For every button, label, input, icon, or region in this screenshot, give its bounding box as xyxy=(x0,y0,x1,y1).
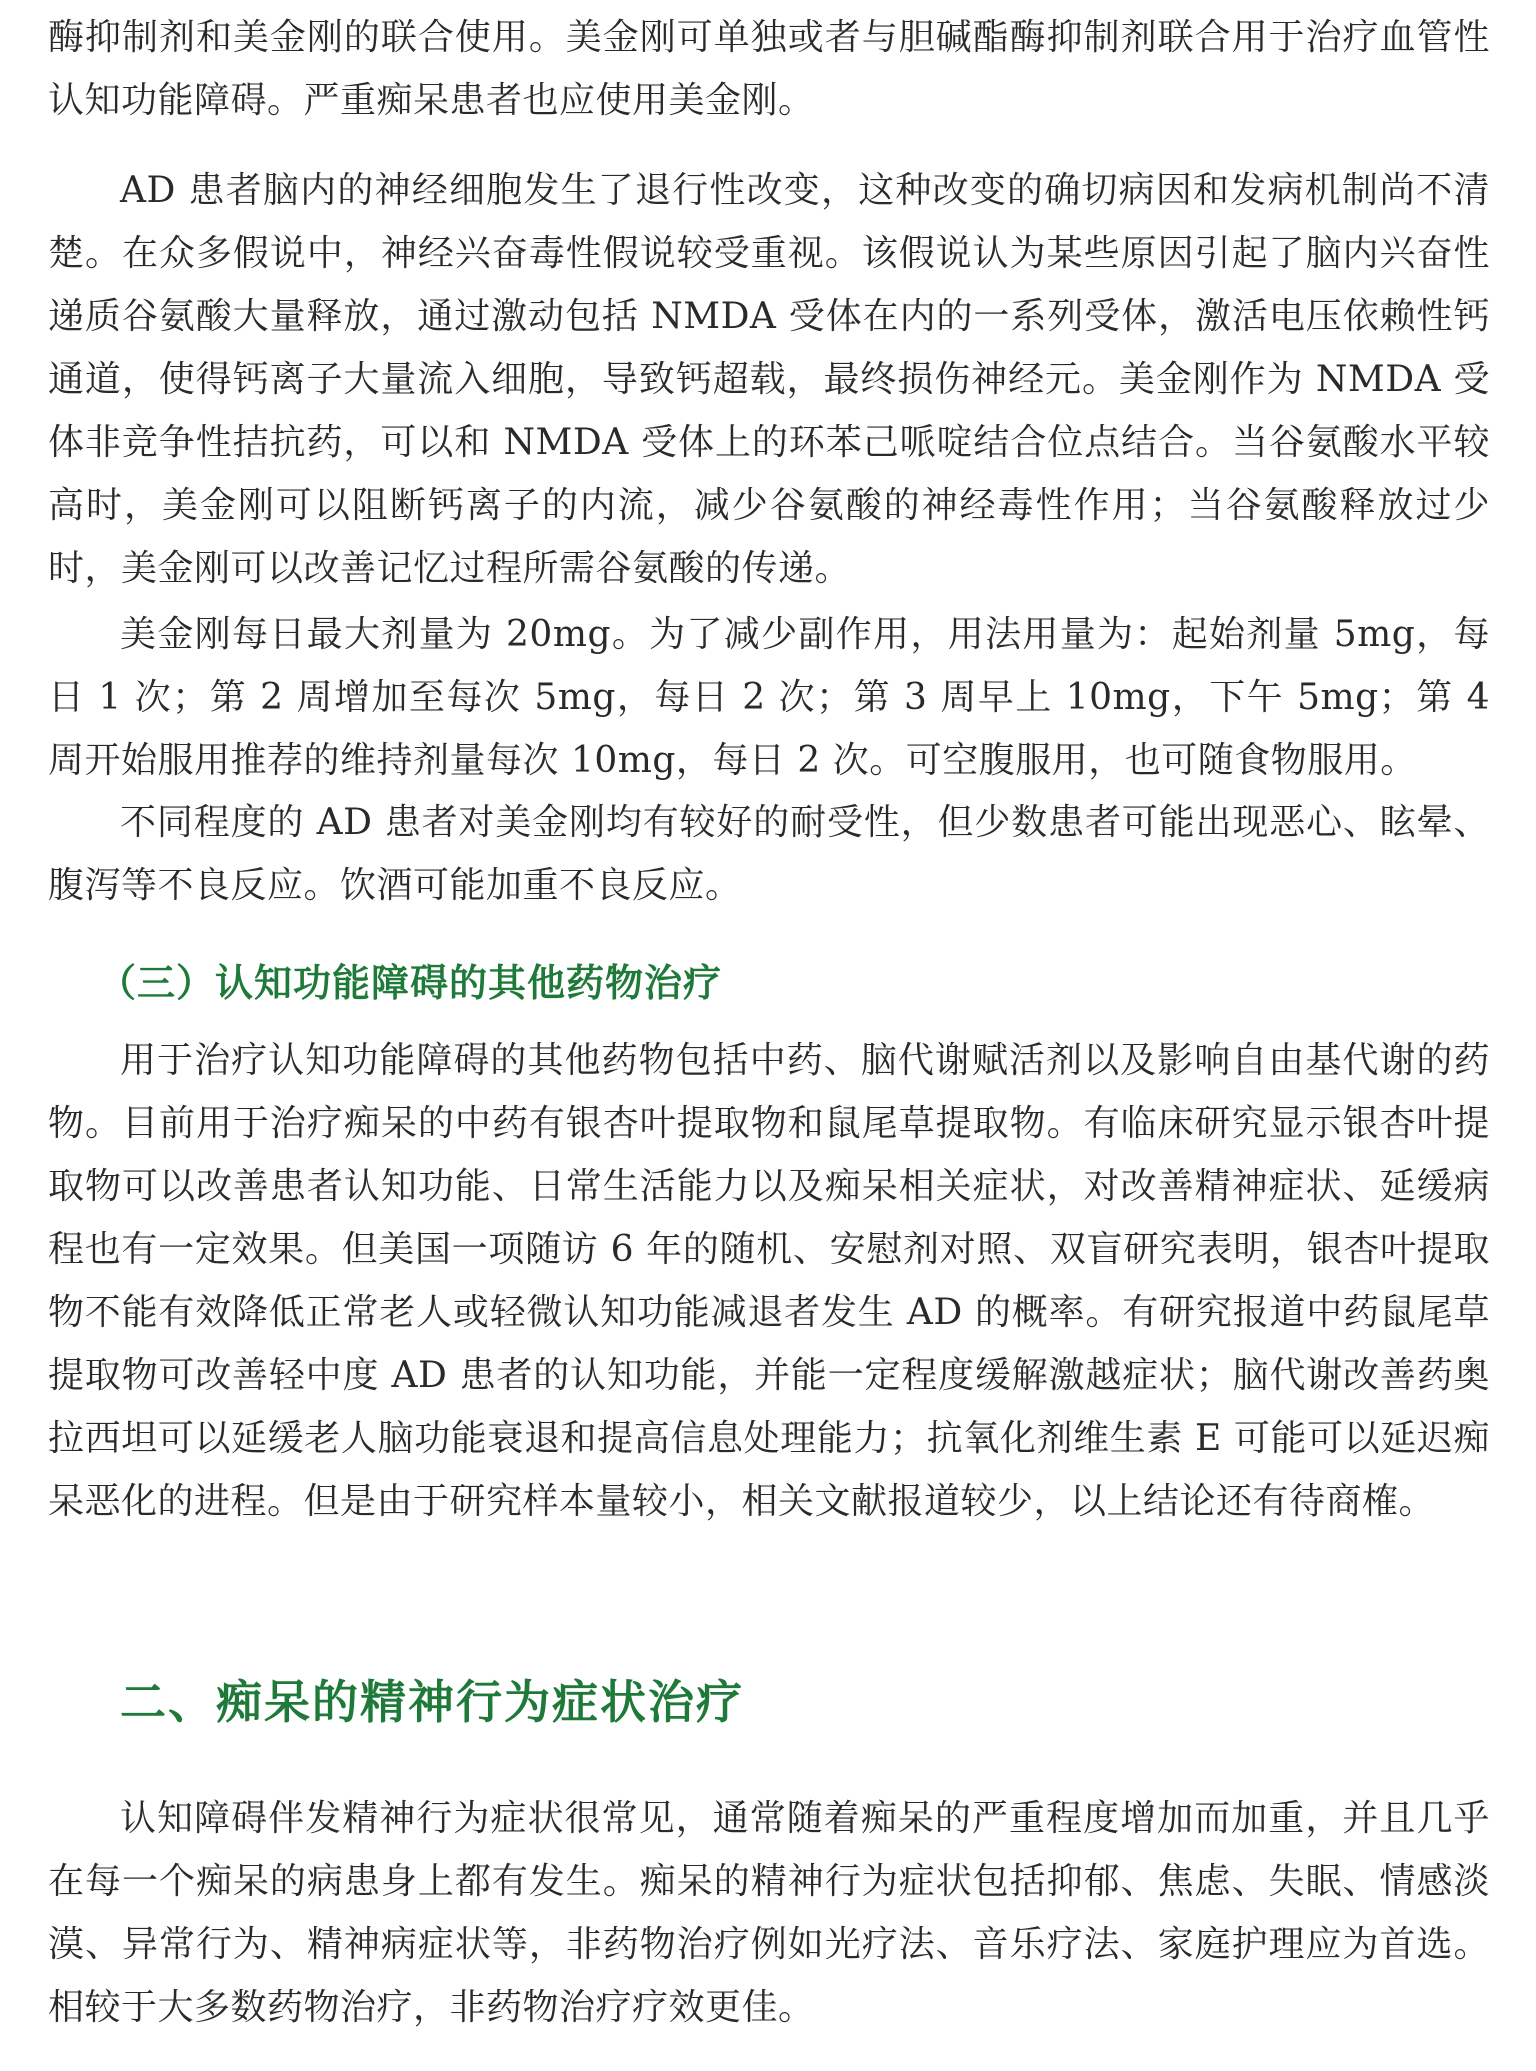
paragraph-other-drugs: 用于治疗认知功能障碍的其他药物包括中药、脑代谢赋活剂以及影响自由基代谢的药物。目前用于治疗痴呆的中药有银杏叶提取物和鼠尾草提取物。有临床研究显示银杏叶提取物可以改善患者认知功能、日常生活能力以及痴呆相关症状，对改善精神症状、延缓病程也有一定效果。但美国一项随访 6 年的随机、安慰剂对照、双盲研究表明，银杏叶提取物不能有效降低正常老人或轻微认知功能减退者发生 AD 的概率。有研究报道中药鼠尾草提取物可改善轻中度 AD 患者的认知功能，并能一定程度缓解激越症状；脑代谢改善药奥拉西坦可以延缓老人脑功能衰退和提高信息处理能力；抗氧化剂维生素 E 可能可以延迟痴呆恶化的进程。但是由于研究样本量较小，相关文献报道较少，以上结论还有待商榷。 xyxy=(48,1040,1490,1522)
paragraph-dosage: 美金刚每日最大剂量为 20mg。为了减少副作用，用法用量为：起始剂量 5mg，每日 1 次；第 2 周增加至每次 5mg，每日 2 次；第 3 周早上 10mg，下午 5mg；第 4 周开始服用推荐的维持剂量每次 10mg，每日 2 次。可空腹服用，也可随食物服用。 xyxy=(48,614,1490,781)
paragraph-memantine-combination: 酶抑制剂和美金刚的联合使用。美金刚可单独或者与胆碱酯酶抑制剂联合用于治疗血管性认知功能障碍。严重痴呆患者也应使用美金刚。 xyxy=(48,17,1490,121)
paragraph-excitotoxicity: AD 患者脑内的神经细胞发生了退行性改变，这种改变的确切病因和发病机制尚不清楚。在众多假说中，神经兴奋毒性假说较受重视。该假说认为某些原因引起了脑内兴奋性递质谷氨酸大量释放，通过激动包括 NMDA 受体在内的一系列受体，激活电压依赖性钙通道，使得钙离子大量流入细胞，导致钙超载，最终损伤神经元。美金刚作为 NMDA 受体非竞争性拮抗药，可以和 NMDA 受体上的环苯己哌啶结合位点结合。当谷氨酸水平较高时，美金刚可以阻断钙离子的内流，减少谷氨酸的神经毒性作用；当谷氨酸释放过少时，美金刚可以改善记忆过程所需谷氨酸的传递。 xyxy=(48,170,1490,589)
paragraph-bpsd: 认知障碍伴发精神行为症状很常见，通常随着痴呆的严重程度增加而加重，并且几乎在每一个痴呆的病患身上都有发生。痴呆的精神行为症状包括抑郁、焦虑、失眠、情感淡漠、异常行为、精神病症状等，非药物治疗例如光疗法、音乐疗法、家庭护理应为首选。相较于大多数药物治疗，非药物治疗疗效更佳。 xyxy=(48,1798,1490,2028)
paragraph-tolerance: 不同程度的 AD 患者对美金刚均有较好的耐受性，但少数患者可能出现恶心、眩晕、腹泻等不良反应。饮酒可能加重不良反应。 xyxy=(48,802,1490,906)
section-heading-bpsd: 二、痴呆的精神行为症状治疗 xyxy=(120,1675,744,1729)
subsection-heading-other-drugs: （三）认知功能障碍的其他药物治疗 xyxy=(98,961,723,1005)
